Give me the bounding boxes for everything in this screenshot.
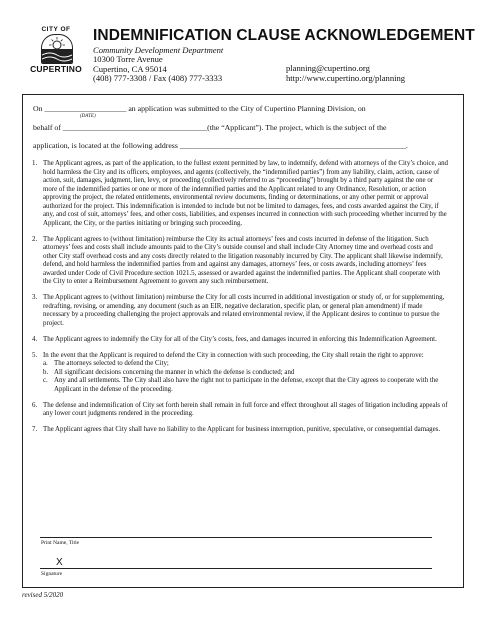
signature-label: Signature [41,571,63,577]
city-logo [30,26,82,74]
term-text: In the event that the Applicant is required to defend the City in connection with such proceeding, the City shall retain the right to approve: [43,351,424,359]
term-number: 4. [32,335,38,343]
intro-line-1 [33,104,366,113]
print-name-line[interactable] [40,537,432,538]
term-item [32,336,448,345]
term-item [32,402,448,419]
term-item [32,352,448,395]
email-link[interactable]: planning@cupertino.org [286,63,370,73]
logo-emblem [41,34,73,64]
subterm-text: The attorneys selected to defend the City; [54,360,169,368]
intro-text: an application was submitted to the City of Cupertino Planning Division, on [128,104,366,113]
subterm-letter: a. [43,360,48,368]
logo-name: CUPERTINO [30,64,82,74]
term-item [32,160,448,228]
location-prefix: application, is located at the following address [33,141,178,150]
term-text: The Applicant agrees to indemnify the City for all of the City’s costs, fees, and damages incurred in enforcing this Indemnification Agreement. [43,335,437,343]
subterm-letter: c. [43,377,48,385]
terms-list [32,160,448,442]
revision-date: revised 5/2020 [22,591,64,599]
date-field[interactable]: _____________________ [44,104,127,113]
address-line: 10300 Torre Avenue [93,54,163,64]
term-number: 2. [32,235,38,243]
term-item [32,236,448,287]
subterm-item [43,377,448,394]
term-number: 5. [32,351,38,359]
signature-x-mark: X [56,557,63,568]
term-text: The Applicant agrees to (without limitation) reimburse the City for all costs incurred in additional investigation or study of, or for supplementing, redrafting, revising, or amending, any document (such as an EIR, negative declaration, specific plan, or general plan amendment) if made necessary by a proceeding challenging the project approvals and related environmental review, if the Applicant desires to continue to pursue the project. [43,294,445,327]
term-text: The Applicant agrees that City shall have no liability to the Applicant for business interruption, punitive, speculative, or consequential damages. [43,426,441,433]
subterm-text: Any and all settlements. The City shall also have the right not to participate in the defense, except that the City agrees to cooperate with the Applicant in the defense of the proceeding. [54,377,439,393]
on-prefix: On [33,104,43,113]
term-text: The Applicant agrees, as part of the application, to the fullest extent permitted by law, to indemnify, defend with attorneys of the City’s choice, and hold harmless the City and its officers, employees, and agents (collectively, the “indemnified parties”) from any liability, claim, action, cause of action, suit, damages, judgment, lien, levy, or proceeding (collectively referred to as “proceeding”) brought by a third party against the one or more of the indemnified parties or one or more of the indemnified parties and the Applicant related to any Ordinance, Resolution, or action approving the project, the related entitlements, environmental review documents, finding or determinations, or any other permit or approval authorized for the project. This indemnification is intended to include but not be limited to damages, fees, and costs awarded against the City, if any, and cost of suit, attorneys’ fees, and other costs, liabilities, and expenses incurred in connection with such proceeding whether incurred by the Applicant, the City, or the parties initiating or bringing such proceeding. [43,160,448,227]
applicant-field[interactable]: _____________________________________ [62,123,208,132]
logo-emblem-icon [42,35,72,63]
page-title: INDEMNIFICATION CLAUSE ACKNOWLEDGEMENT [93,27,475,44]
department-name: Community Development Department [93,45,224,55]
address-field[interactable]: __________________________________________________________. [179,141,408,150]
print-name-label: Print Name, Title [41,540,80,546]
subterm-item [43,360,448,369]
intro-line-2 [33,123,386,132]
term-text: The Applicant agrees to (without limitation) reimburse the City its actual attorneys’ fees and costs incurred in defense of the litigation. Such attorneys’ fees and costs shall include amounts paid to the City’s outside counsel and shall include City Attorney time and overhead costs and other City staff overhead costs and any costs directly related to the litigation reasonably incurred by City. The applicant shall likewise indemnify, defend, and hold harmless the indemnified parties from and against any damages, attorneys’ fees, or costs awards, including attorneys’ fees awarded under Code of Civil Procedure section 1021.5, assessed or awarded against the indemnified parties. The Applicant shall cooperate with the City to enter a Reimbursement Agreement to govern any such reimbursement. [43,235,443,286]
term-number: 7. [32,426,38,433]
term-number: 3. [32,294,38,302]
behalf-text: (the “Applicant”). The project, which is the subject of the [207,123,387,132]
term-item [32,294,448,328]
term-number: 6. [32,401,38,409]
term-number: 1. [32,160,38,167]
intro-line-3 [33,141,408,150]
subterm-text: All significant decisions concerning the manner in which the defense is conducted; and [54,368,295,376]
logo-city-text: CITY OF [41,26,71,33]
term-item [32,426,448,435]
address-line: Cupertino, CA 95014 [93,63,167,74]
behalf-prefix: behalf of [33,123,61,132]
term-text: The defense and indemnification of City set forth herein shall remain in full force and effect throughout all stages of litigation including appeals of any lower court judgments rendered in the proceeding. [43,401,448,418]
subterm-item [43,369,448,378]
website-link[interactable]: http://www.cupertino.org/planning [286,73,406,83]
subterm-letter: b. [43,368,49,376]
date-label: (DATE) [80,114,96,119]
phone-fax: (408) 777-3308 / Fax (408) 777-3333 [93,73,223,83]
signature-line[interactable] [40,568,432,569]
